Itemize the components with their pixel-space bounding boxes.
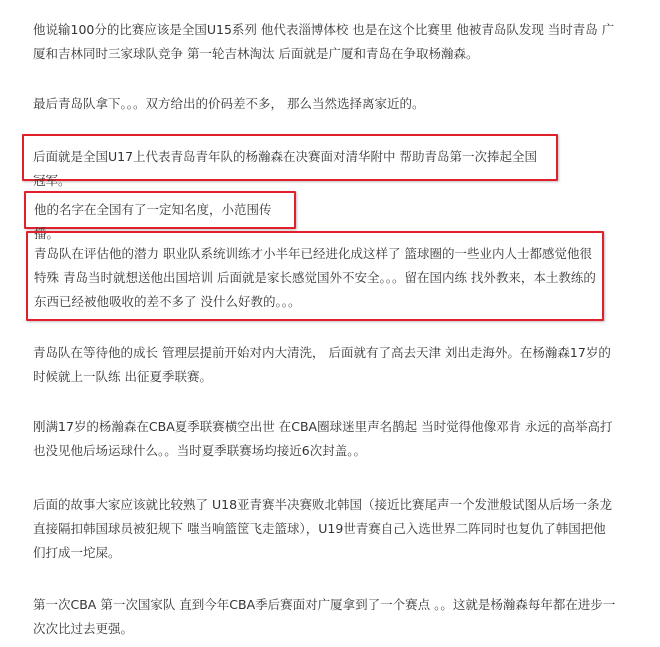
highlight-box-3 — [26, 231, 604, 321]
paragraph-3: 后面就是全国U17上代表青岛青年队的杨瀚森在决赛面对清华附中 帮助青岛第一次捧起全国冠军。 — [33, 149, 538, 188]
paragraph-1: 他说输100分的比赛应该是全国U15系列 他代表淄博体校 也是在这个比赛里 他被青岛队发现 当时青岛 广厦和吉林同时三家球队竞争 第一轮吉林淘汰 后面就是广厦和青岛在争取杨瀚森。 — [33, 22, 615, 61]
paragraph-7: 刚满17岁的杨瀚森在CBA夏季联赛横空出世 在CBA圈球迷里声名鹊起 当时觉得他像邓肯 永远的高举高打 也没见他后场运球什么。。当时夏季联赛场均接近6次封盖。。 — [33, 419, 613, 458]
paragraph-5: 青岛队在评估他的潜力 职业队系统训练才小半年已经进化成这样了 篮球圈的一些业内人士都感觉他很特殊 青岛当时就想送他出国培训 后面就是家长感觉国外不安全。。。留在国内练 找外教来，本土教练的东西已经被他吸收的差不多了 没什么好教的。。。 — [34, 246, 596, 309]
paragraph-6: 青岛队在等待他的成长 管理层提前开始对内大清洗， 后面就有了高去天津 刘出走海外。在杨瀚森17岁的时候就上一队练 出征夏季联赛。 — [33, 345, 611, 384]
paragraph-2: 最后青岛队拿下。。。双方给出的价码差不多， 那么当然选择离家近的。 — [33, 96, 425, 111]
paragraph-8: 后面的故事大家应该就比较熟了 U18亚青赛半决赛败北韩国（接近比赛尾声一个发泄般试图从后场一条龙直接隔扣韩国球员被犯规下 嗤当响篮筐飞走篮球），U19世青赛自己入选世界二阵同时也复仇了韩国把他们打成一坨屎。 — [33, 497, 613, 560]
paragraph-4: 他的名字在全国有了一定知名度，小范围传播。 — [34, 202, 272, 241]
highlight-box-1 — [22, 134, 558, 188]
paragraph-9: 第一次CBA 第一次国家队 直到今年CBA季后赛面对广厦拿到了一个赛点 。。这就是杨瀚森每年都在进步一次次比过去更强。 — [33, 597, 616, 636]
highlight-box-2 — [24, 191, 296, 241]
